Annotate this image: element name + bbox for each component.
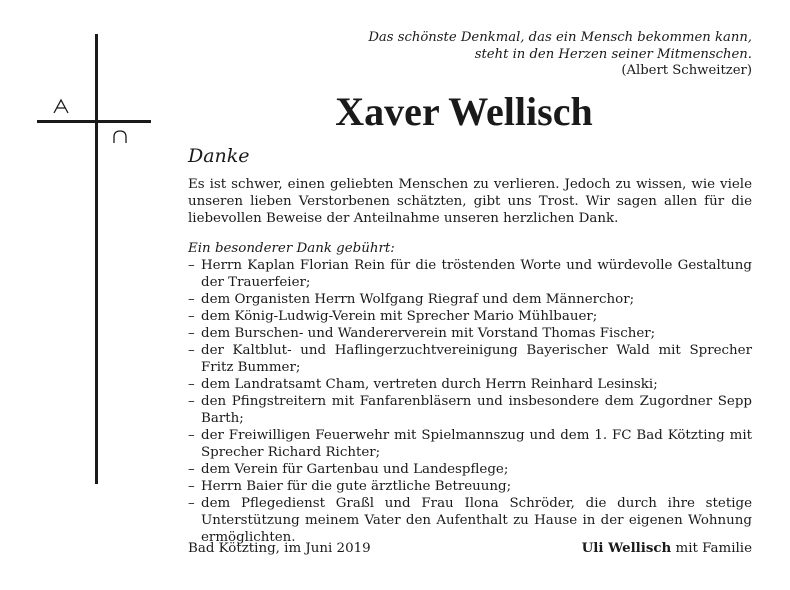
- special-thanks-heading: Ein besonderer Dank gebührt:: [188, 241, 395, 256]
- thanks-list: [188, 257, 752, 546]
- signer-suffix: mit Familie: [671, 541, 752, 556]
- quote: [332, 29, 752, 63]
- cross-vertical-bar: [95, 34, 98, 484]
- list-item: – dem Organisten Herrn Wolfgang Riegraf und dem Männerchor;: [188, 291, 752, 308]
- quote-line: Das schönste Denkmal, das ein Mensch bekommen kann,: [368, 30, 752, 45]
- alpha-letter-icon: [52, 98, 70, 114]
- omega-letter-icon: [111, 130, 129, 144]
- intro-paragraph: Es ist schwer, einen geliebten Menschen zu verlieren. Jedoch zu wissen, wie viele unseren lieben Verstorbenen schätzten, gibt uns Trost. Wir sagen allen für die liebevollen Beweise der Anteilnahme unseren herzlichen Dank.: [188, 177, 752, 226]
- list-item: – Herrn Kaplan Florian Rein für die tröstenden Worte und würdevolle Gestaltung der Trauerfeier;: [188, 257, 752, 291]
- list-item: – dem Landratsamt Cham, vertreten durch Herrn Reinhard Lesinski;: [188, 376, 752, 393]
- deceased-name-title: Xaver Wellisch: [335, 89, 593, 134]
- list-item: – dem Burschen- und Wandererverein mit Vorstand Thomas Fischer;: [188, 325, 752, 342]
- signature: [582, 540, 752, 557]
- signer-name: Uli Wellisch: [581, 540, 672, 556]
- list-item: – der Freiwilligen Feuerwehr mit Spielmannszug und dem 1. FC Bad Kötzting mit Sprecher Richard Richter;: [188, 427, 752, 461]
- list-item: – dem Pflegedienst Graßl und Frau Ilona Schröder, die durch ihre stetige Unterstützung meinem Vater den Aufenthalt zu Hause in der eigenen Wohnung ermöglichten.: [188, 495, 752, 546]
- main-text: [188, 176, 752, 546]
- place-date: Bad Kötzting, im Juni 2019: [188, 541, 371, 556]
- list-item: – den Pfingstreitern mit Fanfarenbläsern und insbesondere dem Zugordner Sepp Barth;: [188, 393, 752, 427]
- thanks-heading: Danke: [188, 145, 250, 167]
- list-item: – dem König-Ludwig-Verein mit Sprecher Mario Mühlbauer;: [188, 308, 752, 325]
- list-item: – dem Verein für Gartenbau und Landespflege;: [188, 461, 752, 478]
- cross-horizontal-bar: [37, 120, 151, 123]
- list-item: – Herrn Baier für die gute ärztliche Betreuung;: [188, 478, 752, 495]
- quote-author: (Albert Schweitzer): [621, 63, 752, 78]
- list-item: – der Kaltblut- und Haflingerzuchtvereinigung Bayerischer Wald mit Sprecher Fritz Bummer;: [188, 342, 752, 376]
- quote-line: steht in den Herzen seiner Mitmenschen.: [474, 47, 752, 62]
